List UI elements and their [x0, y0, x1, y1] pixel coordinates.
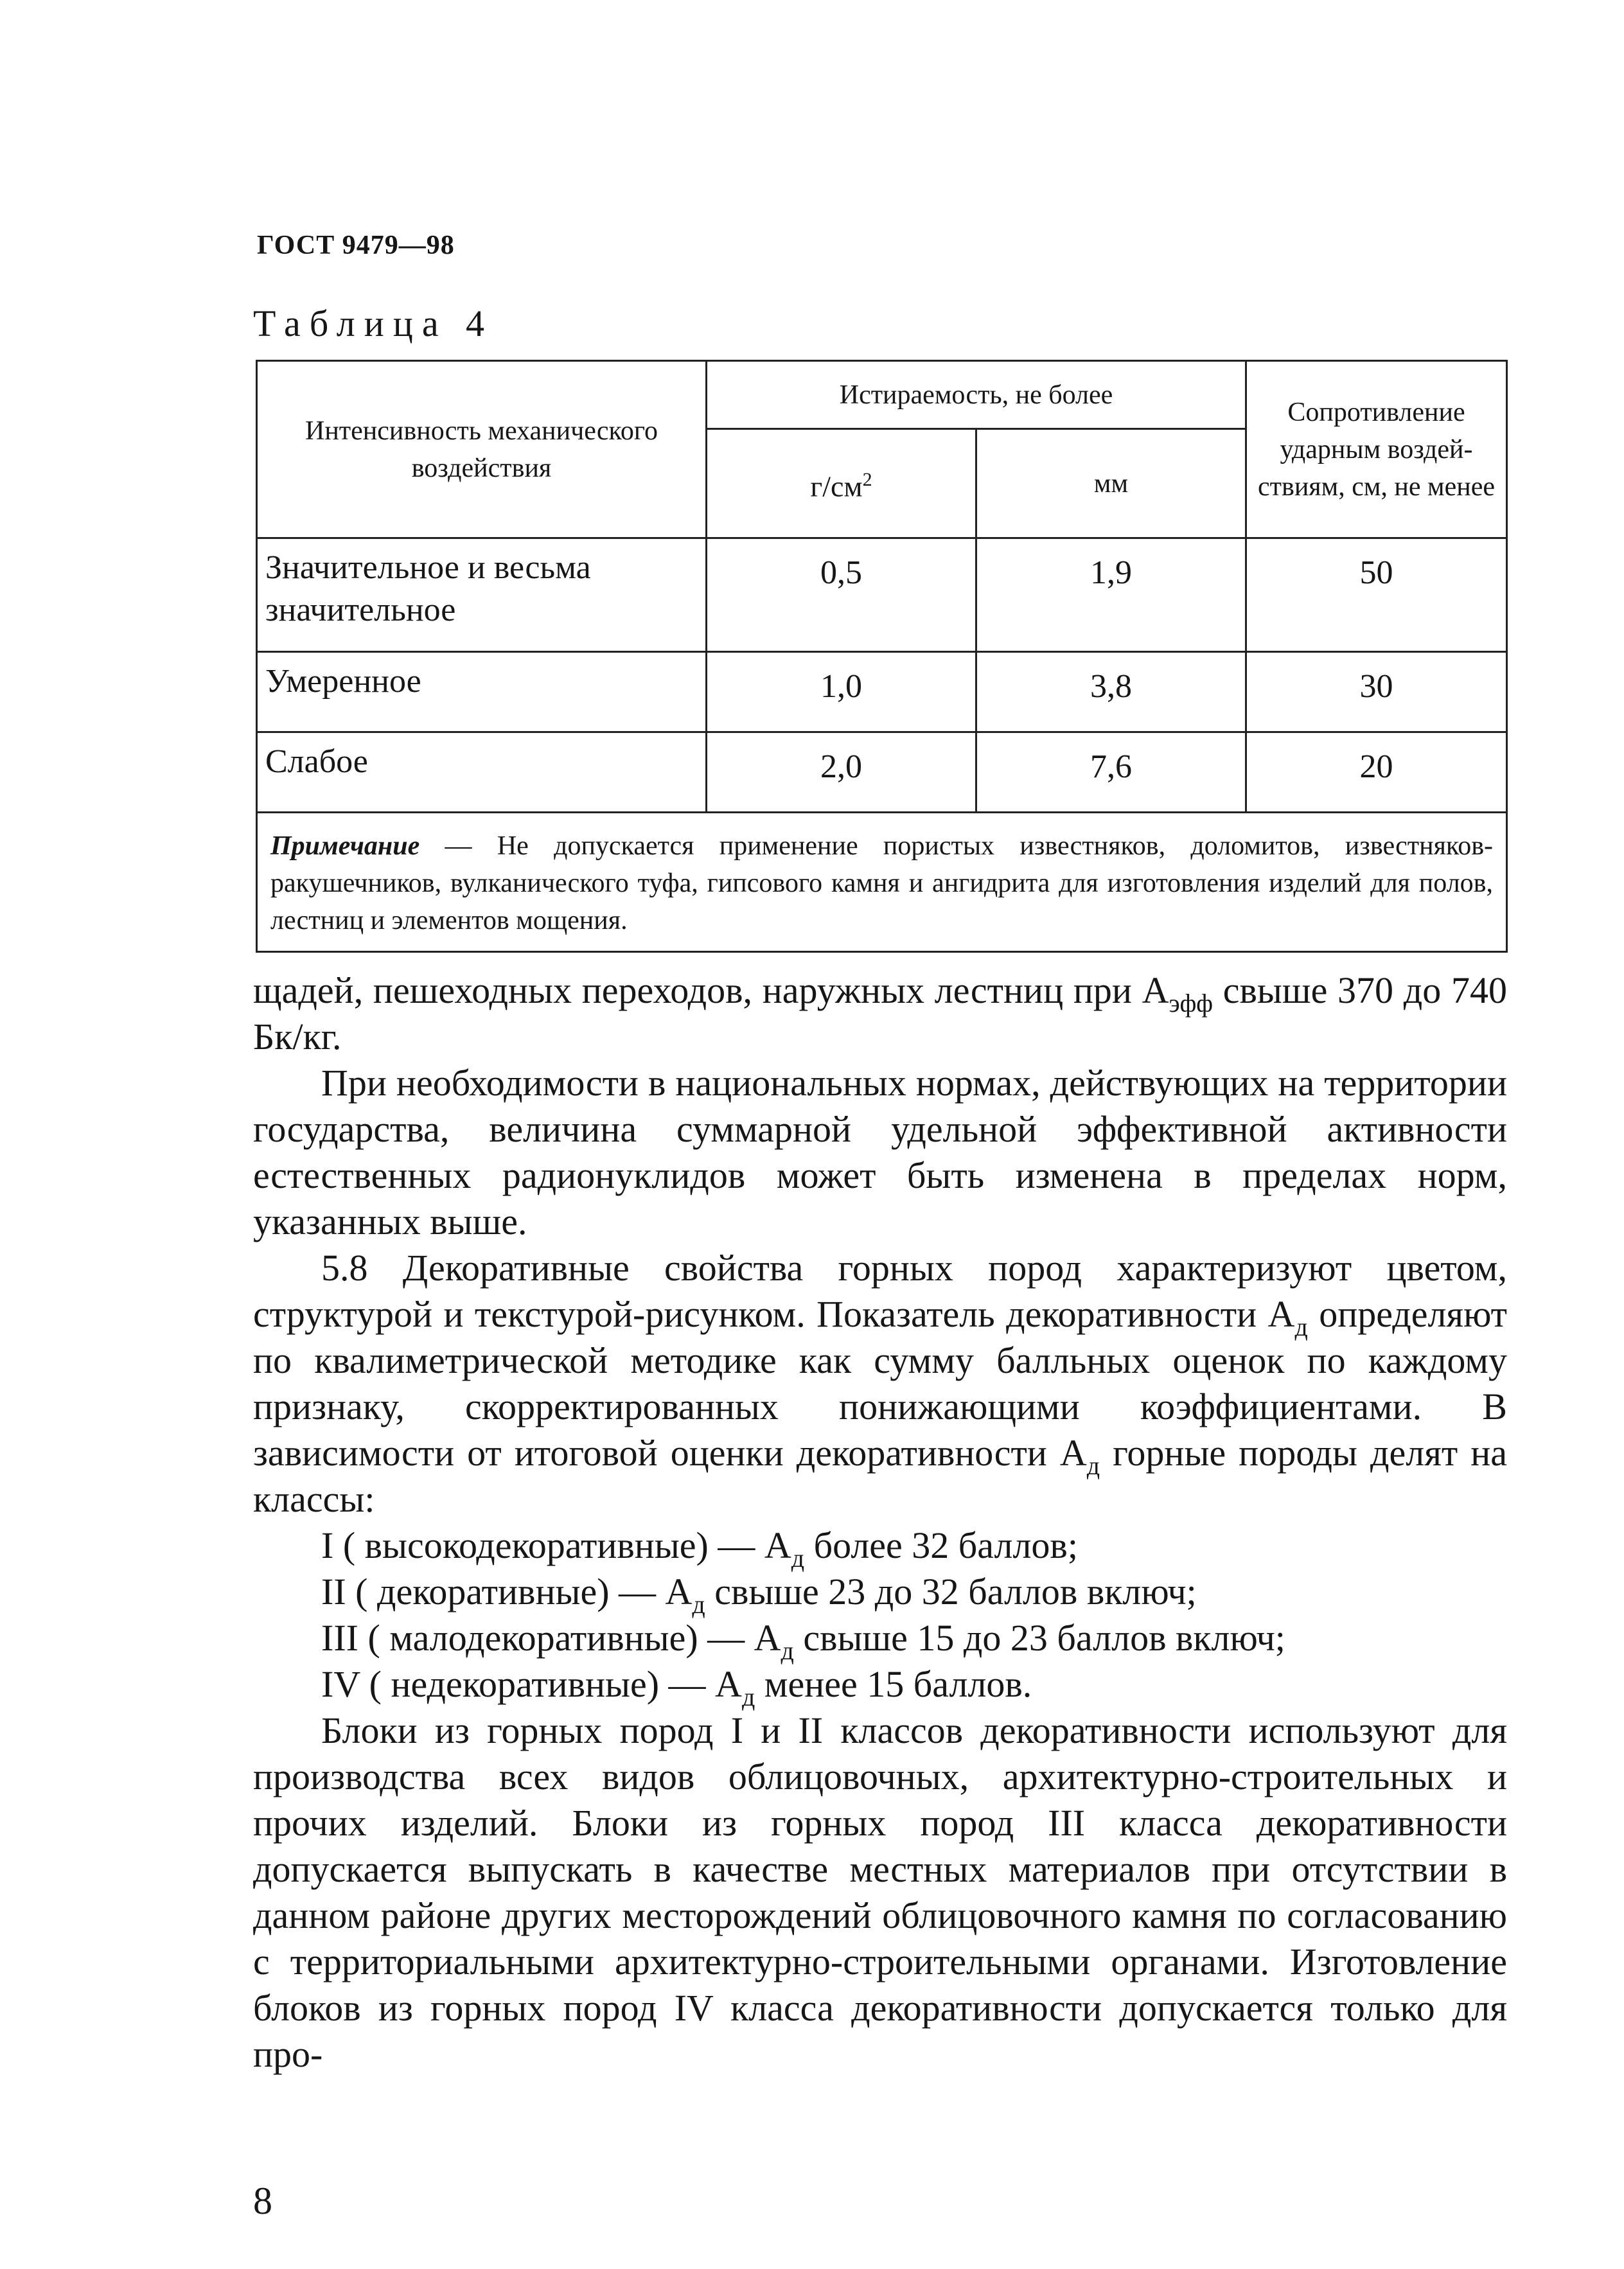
unit-gcm-exponent: 2	[862, 469, 872, 491]
row-name: Значительное и весьма значительное	[257, 538, 707, 652]
row-name: Умеренное	[257, 652, 707, 732]
page-number: 8	[253, 2180, 272, 2222]
row-gcm: 1,0	[707, 652, 976, 732]
class-item	[253, 1661, 1507, 1711]
header-unit-mm: мм	[976, 429, 1246, 538]
paragraph: При необходимости в национальных нормах, действующих на территории государства, величина суммарной удельной эффективной активности естественных радионуклидов может быть изменена в пределах норм, указанных выше.	[253, 1062, 1507, 1242]
table-row	[257, 652, 1507, 732]
abrasion-table	[256, 360, 1508, 953]
text-fragment: щадей, пешеходных переходов, наружных лестниц при А	[253, 969, 1169, 1011]
header-unit-gcm	[707, 429, 976, 538]
text-fragment: более 32 баллов;	[804, 1524, 1078, 1566]
subscript: эфф	[1169, 989, 1214, 1018]
paragraph: Блоки из горных пород I и II классов декоративности используют для производства всех видов облицовочных, архитектурно-строительных и прочих изделий. Блоки из горных пород III класса декоративности допускается выпускать в качестве местных материалов при отсутствии в данном районе других месторождений облицовочного камня по согласованию с территориальными архитектурно-строительными органами. Изготовление блоков из горных пород IV класса декоративности допускается только для про-	[253, 1709, 1507, 2075]
text-fragment: свыше 23 до 32 баллов включ;	[705, 1571, 1197, 1612]
table-caption: Таблица 4	[253, 303, 494, 344]
table-note-row	[257, 813, 1507, 952]
subscript: д	[791, 1544, 805, 1573]
text-fragment: 5.8 Декоративные свойства горных пород характеризуют цветом, структурой и текстурой-рисунком. Показатель декоративности А	[253, 1247, 1507, 1335]
text-fragment: горные породы делят на классы:	[253, 1432, 1507, 1520]
unit-gcm-text: г/см	[810, 470, 863, 503]
document-header: ГОСТ 9479—98	[257, 231, 455, 260]
text-fragment: IV ( недекоративные) — А	[321, 1663, 742, 1705]
table-note	[257, 813, 1507, 952]
row-mm: 7,6	[976, 732, 1246, 813]
table-row	[257, 732, 1507, 813]
body-text	[253, 967, 1507, 2078]
text-fragment: определяют по квалиметрической методике как сумму балльных оценок по каждому признаку, скорректированных понижающими коэффициентами. В зависимости от итоговой оценки декоративности А	[253, 1293, 1507, 1474]
row-mm: 1,9	[976, 538, 1246, 652]
subscript: д	[692, 1590, 705, 1619]
paragraph-continuation	[253, 967, 1507, 1060]
class-item	[253, 1615, 1507, 1665]
note-text: — Не допускается применение пористых известняков, доломитов, известняков-ракушечников, вулканического туфа, гипсового камня и ангидрита для изготовления изделий для полов, лестниц и элементов мощения.	[270, 831, 1494, 935]
row-resist: 20	[1246, 732, 1507, 813]
class-item	[253, 1569, 1507, 1619]
subscript: д	[1294, 1312, 1308, 1341]
row-name: Слабое	[257, 732, 707, 813]
class-item	[253, 1523, 1507, 1573]
subscript: д	[741, 1682, 755, 1711]
text-fragment: свыше 370 до 740 Бк/кг.	[253, 969, 1507, 1057]
text-fragment: свыше 15 до 23 баллов включ;	[793, 1617, 1285, 1659]
paragraph-5-8	[253, 1245, 1507, 1523]
text-fragment: I ( высокодекоративные) — А	[321, 1524, 791, 1566]
text-fragment: II ( декоративные) — А	[321, 1571, 693, 1612]
header-resistance: Сопротивление ударным воздей-ствиям, см, не менее	[1246, 361, 1507, 538]
text-fragment: III ( малодекоративные) — А	[321, 1617, 781, 1659]
row-gcm: 0,5	[707, 538, 976, 652]
text-fragment: менее 15 баллов.	[755, 1663, 1032, 1705]
note-label: Примечание	[270, 831, 420, 861]
row-resist: 30	[1246, 652, 1507, 732]
row-mm: 3,8	[976, 652, 1246, 732]
subscript: д	[781, 1636, 794, 1665]
table-row	[257, 538, 1507, 652]
subscript: д	[1086, 1451, 1100, 1480]
row-resist: 50	[1246, 538, 1507, 652]
header-abrasion: Истираемость, не более	[707, 361, 1246, 429]
row-gcm: 2,0	[707, 732, 976, 813]
header-intensity: Интенсивность механического воздействия	[257, 361, 707, 538]
